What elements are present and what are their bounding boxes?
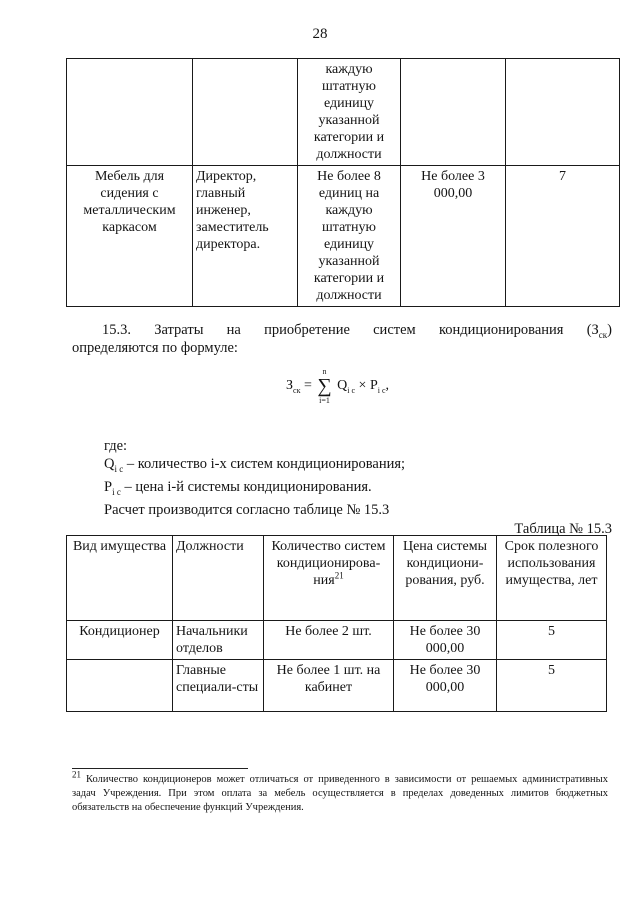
table-cell: Не более 8 единиц на каждую штатную единицу указанной категории и должности bbox=[298, 166, 401, 307]
table-row bbox=[67, 166, 620, 307]
table-caption: Таблица № 15.3 bbox=[514, 521, 612, 537]
table-cell bbox=[67, 59, 193, 166]
formula: $З_{ск}$ = n ∑ i=1 $Q_{i c} \times P_{i c}$, bbox=[286, 367, 390, 405]
table-row bbox=[67, 621, 607, 660]
table-cell: Главные специали-сты bbox=[173, 660, 264, 712]
table-header: Количество систем кондиционирова-ния$^{21}$ bbox=[264, 536, 394, 621]
sum-sign-icon: ∑ bbox=[317, 375, 332, 397]
table-cell: каждую штатную единицу указанной категории и должности bbox=[298, 59, 401, 166]
table-row bbox=[67, 660, 607, 712]
table-cell: Директор, главный инженер, заместитель директора. bbox=[193, 166, 298, 307]
section-line2: определяются по формуле: bbox=[72, 340, 238, 356]
table-cell: Мебель для сидения с металлическим каркасом bbox=[67, 166, 193, 307]
table-cell bbox=[401, 59, 506, 166]
table-cell bbox=[193, 59, 298, 166]
where-block: где: $Q_{i c}$ – количество i-х систем кондиционирования; $P_{i c}$ – цена i-й системы кондиционирования. Расчет производится согласно таблице № 15.3 bbox=[104, 438, 406, 518]
furniture-table bbox=[66, 58, 620, 307]
table-cell bbox=[67, 660, 173, 712]
table-header: Вид имущества bbox=[67, 536, 173, 621]
section-heading: 15.3. Затраты на приобретение систем кондиционирования $(З_{ск})$ bbox=[102, 322, 612, 340]
table-cell bbox=[506, 59, 620, 166]
footnote-ref: 21 bbox=[334, 570, 344, 581]
table-cell: 5 bbox=[497, 621, 607, 660]
page-number: 28 bbox=[312, 26, 328, 42]
table-cell: 7 bbox=[506, 166, 620, 307]
table-header-row bbox=[67, 536, 607, 621]
table-header: Цена системы кондициони-рования, руб. bbox=[394, 536, 497, 621]
conditioning-table bbox=[66, 535, 607, 712]
table-header: Срок полезного использования имущества, лет bbox=[497, 536, 607, 621]
table-cell: Не более 3 000,00 bbox=[401, 166, 506, 307]
table-cell: Не более 30 000,00 bbox=[394, 621, 497, 660]
table-cell: Не более 2 шт. bbox=[264, 621, 394, 660]
table-cell: Кондиционер bbox=[67, 621, 173, 660]
table-header: Должности bbox=[173, 536, 264, 621]
table-row bbox=[67, 59, 620, 166]
footnote: $^{21}$ Количество кондиционеров может отличаться от приведенного в зависимости от решаемых административных задач Учреждения. При этом оплата за мебель осуществляется в пределах доведенных лимитов бюджетных обязательств на обеспечение функций Учреждения. bbox=[72, 769, 608, 813]
table-cell: Не более 30 000,00 bbox=[394, 660, 497, 712]
table-cell: Начальники отделов bbox=[173, 621, 264, 660]
footnote-divider bbox=[72, 768, 248, 769]
table-cell: Не более 1 шт. на кабинет bbox=[264, 660, 394, 712]
table-cell: 5 bbox=[497, 660, 607, 712]
